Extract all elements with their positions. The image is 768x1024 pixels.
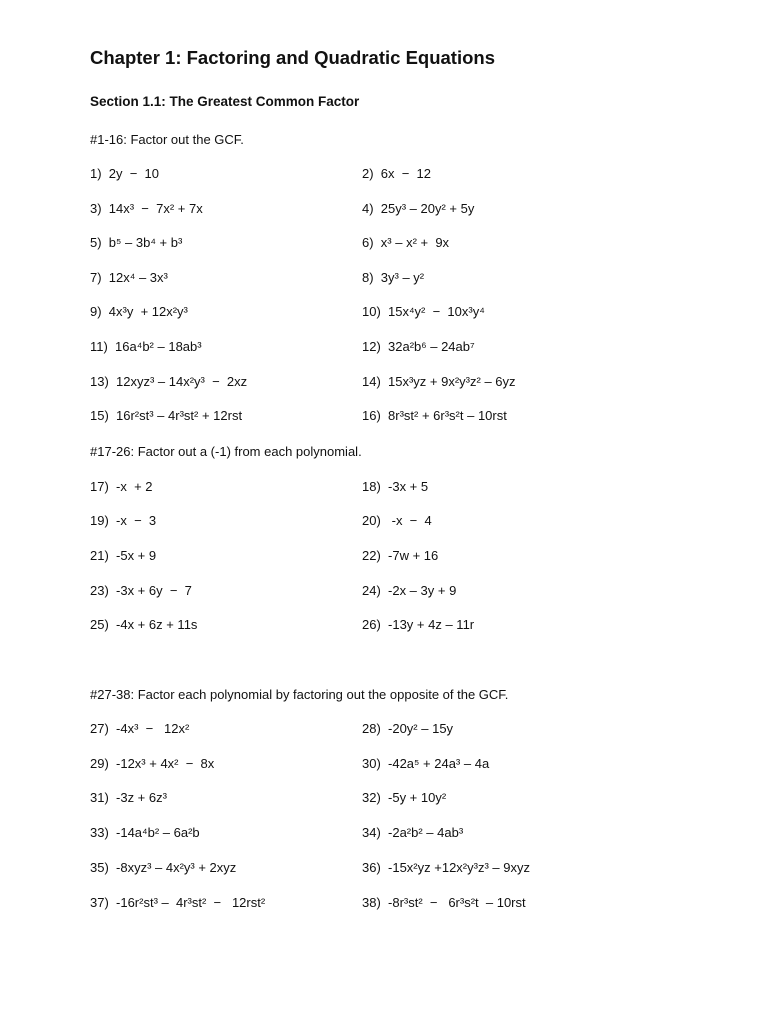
problem-38: 38) -8r³st² − 6r³s²t – 10rst [362, 895, 526, 910]
problem-15: 15) 16r²st³ – 4r³st² + 12rst [90, 408, 243, 423]
problem-9: 9) 4x³y + 12x²y³ [90, 304, 188, 319]
problem-31: 31) -3z + 6z³ [90, 790, 167, 805]
problem-6: 6) x³ – x² + 9x [362, 235, 450, 250]
problem-5: 5) b⁵ – 3b⁴ + b³ [90, 235, 183, 250]
problem-18: 18) -3x + 5 [362, 479, 429, 494]
section-heading: Section 1.1: The Greatest Common Factor [90, 94, 360, 109]
page-title: Chapter 1: Factoring and Quadratic Equations [90, 47, 495, 68]
problem-11: 11) 16a⁴b² – 18ab³ [90, 339, 202, 354]
problem-8: 8) 3y³ – y² [362, 270, 425, 285]
instruction-group-3: #27-38: Factor each polynomial by factoring out the opposite of the GCF. [90, 687, 509, 702]
problem-29: 29) -12x³ + 4x² − 8x [90, 756, 215, 771]
problem-16: 16) 8r³st² + 6r³s²t – 10rst [362, 408, 507, 423]
problem-13: 13) 12xyz³ – 14x²y³ − 2xz [90, 374, 248, 389]
problem-4: 4) 25y³ – 20y² + 5y [362, 201, 475, 216]
problem-36: 36) -15x²yz +12x²y³z³ – 9xyz [362, 860, 530, 875]
problem-3: 3) 14x³ − 7x² + 7x [90, 201, 203, 216]
problem-30: 30) -42a⁵ + 24a³ – 4a [362, 756, 490, 771]
problem-24: 24) -2x – 3y + 9 [362, 583, 457, 598]
problem-28: 28) -20y² – 15y [362, 721, 454, 736]
problem-32: 32) -5y + 10y² [362, 790, 447, 805]
problem-21: 21) -5x + 9 [90, 548, 157, 563]
problem-10: 10) 15x⁴y² − 10x³y⁴ [362, 304, 485, 319]
problem-17: 17) -x + 2 [90, 479, 153, 494]
problem-33: 33) -14a⁴b² – 6a²b [90, 825, 200, 840]
problem-19: 19) -x − 3 [90, 513, 157, 528]
problem-25: 25) -4x + 6z + 11s [90, 617, 198, 632]
problem-14: 14) 15x³yz + 9x²y³z² – 6yz [362, 374, 516, 389]
problem-26: 26) -13y + 4z – 11r [362, 617, 475, 632]
problem-34: 34) -2a²b² – 4ab³ [362, 825, 464, 840]
problem-12: 12) 32a²b⁶ – 24ab⁷ [362, 339, 475, 354]
problem-7: 7) 12x⁴ – 3x³ [90, 270, 168, 285]
instruction-group-1: #1-16: Factor out the GCF. [90, 132, 244, 147]
problem-20: 20) -x − 4 [362, 513, 432, 528]
problem-2: 2) 6x − 12 [362, 166, 432, 181]
instruction-group-2: #17-26: Factor out a (-1) from each polynomial. [90, 444, 362, 459]
problem-27: 27) -4x³ − 12x² [90, 721, 190, 736]
problem-1: 1) 2y − 10 [90, 166, 160, 181]
problem-23: 23) -3x + 6y − 7 [90, 583, 192, 598]
problem-22: 22) -7w + 16 [362, 548, 439, 563]
problem-37: 37) -16r²st³ – 4r³st² − 12rst² [90, 895, 266, 910]
problem-35: 35) -8xyz³ – 4x²y³ + 2xyz [90, 860, 237, 875]
